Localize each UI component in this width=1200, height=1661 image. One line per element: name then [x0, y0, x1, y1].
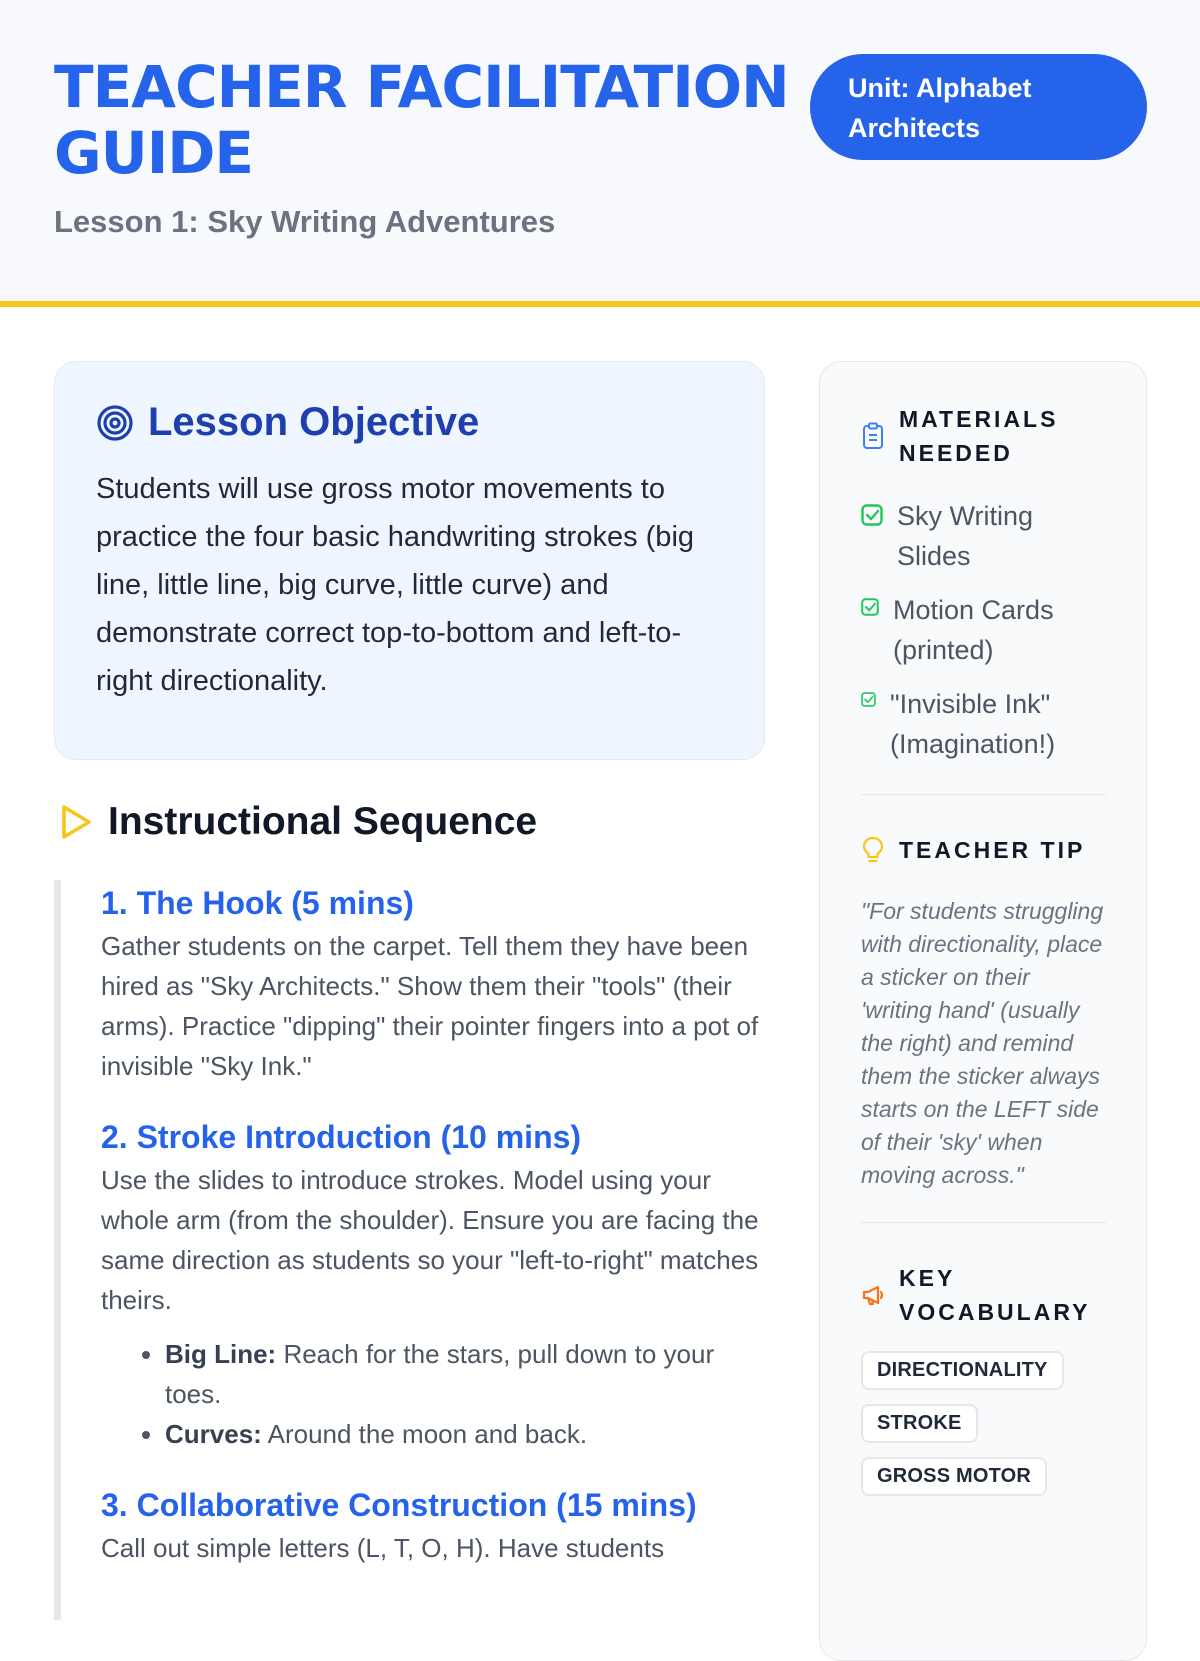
list-item [861, 684, 1106, 764]
step-text: Call out simple letters (L, T, O, H). Have students [101, 1533, 665, 1563]
bullet-label: Big Line: [165, 1339, 277, 1369]
checkbox-checked-icon [861, 692, 876, 707]
objective-text: Students will use gross motor movements to practice the four basic handwriting strokes (big line, little line, big curve, little curve) and demonstrate correct top-to-bottom and left-to-right directionality. [96, 473, 695, 697]
materials-list [861, 496, 1106, 764]
checkbox-checked-icon [861, 598, 879, 616]
clipboard-icon [861, 422, 885, 450]
tip-text: "For students struggling with directionality, place a sticker on their 'writing hand' (usually the right) and remind them the sticker always starts on the LEFT side of their 'sky' when moving across." [861, 898, 1104, 1188]
vocabulary-chip: DIRECTIONALITY [861, 1351, 1064, 1390]
list-item [861, 496, 1106, 576]
step-text: Gather students on the carpet. Tell them they have been hired as "Sky Architects." Show them their "tools" (their arms). Practice "dipping" their pointer fingers into a pot of invisible "Sky Ink." [101, 931, 759, 1081]
step-stroke-introduction [101, 1114, 766, 1454]
vocabulary-title: KEY VOCABULARY [899, 1265, 1091, 1325]
target-icon [96, 404, 134, 442]
sequence-steps [54, 880, 766, 1620]
list-item [861, 590, 1106, 670]
step-title: 2. Stroke Introduction (10 mins) [101, 1119, 582, 1155]
unit-badge: Unit: Alphabet Architects [810, 54, 1147, 160]
lightbulb-icon [861, 836, 885, 864]
divider [861, 1222, 1106, 1223]
vocabulary-list [861, 1351, 1106, 1510]
material-label: Sky Writing Slides [897, 501, 1034, 571]
page-subtitle: Lesson 1: Sky Writing Adventures [54, 204, 556, 239]
material-label: Motion Cards (printed) [893, 595, 1054, 665]
materials-header [861, 402, 1106, 470]
materials-title: MATERIALS NEEDED [899, 406, 1059, 466]
step-title: 1. The Hook (5 mins) [101, 885, 414, 921]
step-hook [101, 880, 766, 1086]
sidebar [819, 361, 1147, 1661]
list-item [165, 1414, 766, 1454]
bullet-label: Curves: [165, 1419, 262, 1449]
lesson-objective-card [54, 361, 765, 760]
list-item [165, 1334, 766, 1414]
tip-header [861, 833, 1106, 867]
step-title: 3. Collaborative Construction (15 mins) [101, 1487, 697, 1523]
objective-header [96, 400, 724, 445]
tip-title: TEACHER TIP [899, 837, 1086, 863]
sequence-header [58, 800, 537, 844]
stroke-bullet-list [101, 1334, 766, 1454]
megaphone-icon [861, 1281, 885, 1309]
vocabulary-chip: STROKE [861, 1404, 978, 1443]
bullet-text: Reach for the stars, pull down to your toes. [165, 1339, 715, 1409]
step-text: Use the slides to introduce strokes. Model using your whole arm (from the shoulder). Ensure you are facing the same direction as students so your "left-to-right" matches theirs. [101, 1165, 759, 1315]
page-title: TEACHER FACILITATION GUIDE [54, 53, 789, 187]
vocabulary-header [861, 1261, 1106, 1329]
sequence-title: Instructional Sequence [108, 800, 538, 843]
page-header [0, 0, 1200, 307]
checkbox-checked-icon [861, 504, 883, 526]
material-label: "Invisible Ink" (Imagination!) [890, 689, 1056, 759]
objective-title: Lesson Objective [148, 400, 480, 444]
play-icon [58, 803, 94, 841]
step-collaborative-construction [101, 1482, 766, 1568]
vocabulary-chip: GROSS MOTOR [861, 1457, 1047, 1496]
bullet-text: Around the moon and back. [261, 1419, 588, 1449]
divider [861, 794, 1106, 795]
